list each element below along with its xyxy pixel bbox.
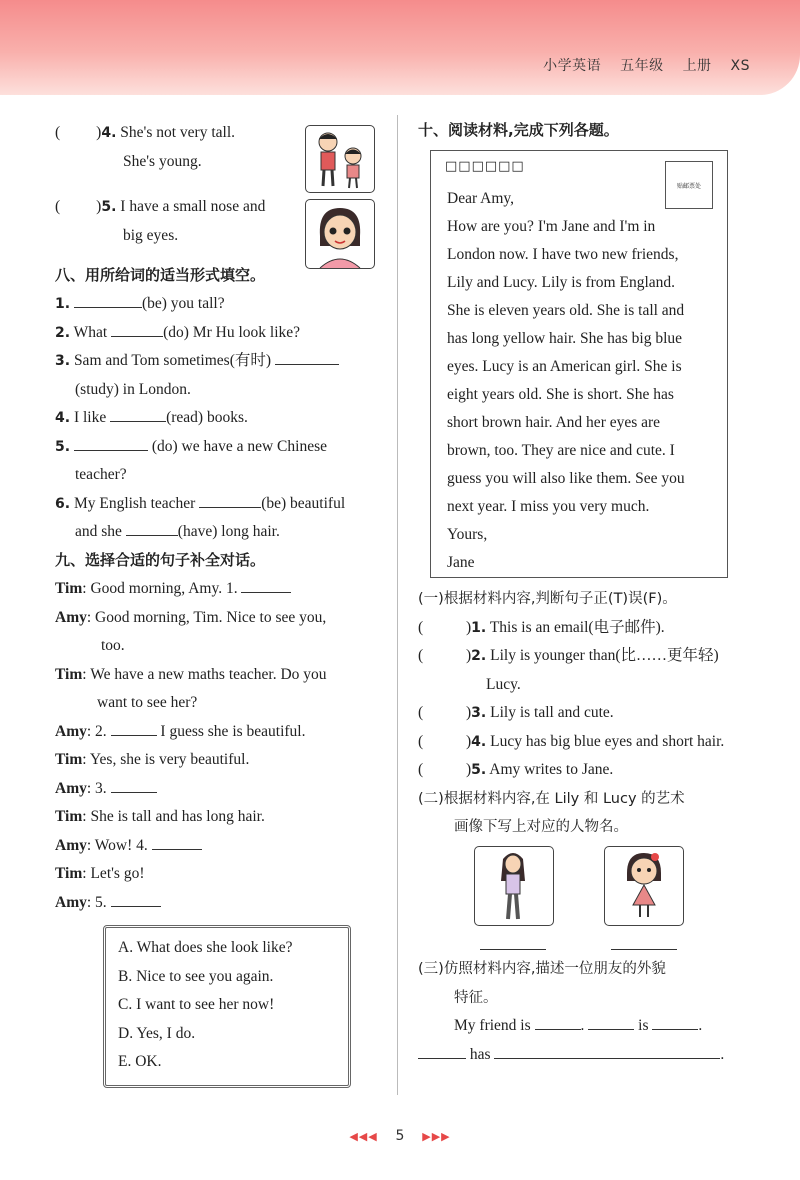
dialog-text: I guess she is beautiful. [160, 722, 306, 740]
writing-line-2: has . [418, 1041, 758, 1070]
fill-item-4 [55, 404, 377, 433]
match-item-5 [55, 193, 265, 250]
tall-girl-illustration [475, 847, 553, 925]
writing-blank[interactable] [494, 1041, 720, 1059]
page-number: 5 [395, 1128, 405, 1144]
template-text: is [638, 1017, 649, 1034]
name-blank-1[interactable] [480, 932, 546, 950]
answer-paren-close: ) [96, 124, 102, 141]
option-a: A. What does she look like? [118, 939, 293, 956]
tf-item-1: ( )1. This is an email(电子邮件). [418, 614, 758, 643]
letter-line: brown, too. They are nice and cute. I [447, 442, 675, 459]
speaker-name: Tim [55, 751, 83, 768]
section-9 [55, 545, 377, 1088]
item-text: Lily is younger than(比……更年轻) [490, 647, 719, 664]
tf-item-2: ( )2. Lily is younger than(比……更年轻) [418, 642, 758, 671]
dialog-text-cont: want to see her? [97, 694, 198, 711]
item-number: 6. [55, 495, 71, 512]
answer-paren-open: ( [55, 124, 61, 141]
letter-line: She is eleven years old. She is tall and [447, 302, 685, 319]
answer-paren[interactable]: ( [418, 618, 424, 636]
match-item-4 [55, 119, 235, 176]
fill-blank[interactable] [126, 518, 178, 536]
stamp-label: 贴邮票处 [676, 182, 701, 190]
fill-blank[interactable] [275, 347, 339, 365]
letter-line: next year. I miss you very much. [447, 498, 650, 515]
letter-line: Dear Amy, [447, 190, 515, 207]
part-3-title: (三)仿照材料内容,描述一位朋友的外貌 [418, 961, 666, 977]
tf-item-4: ( )4. Lucy has big blue eyes and short hair. [418, 728, 758, 757]
fill-item-3 [55, 347, 377, 376]
writing-blank[interactable] [652, 1012, 698, 1030]
item-number: 3. [471, 705, 487, 721]
options-box [103, 925, 351, 1088]
dialog-text: We have a new maths teacher. Do you [90, 665, 327, 683]
dialog-text: Good morning, Tim. Nice to see you, [95, 608, 327, 626]
part-1-title: (一)根据材料内容,判断句子正(T)误(F)。 [418, 591, 677, 607]
fill-blank[interactable] [110, 404, 166, 422]
item-text: in London. [122, 380, 191, 398]
item-text: Mr Hu look like? [192, 323, 301, 341]
item-text: you tall? [170, 295, 225, 312]
girl-picture [305, 199, 375, 269]
column-divider [397, 115, 398, 1095]
page-header-banner [0, 0, 800, 95]
letter-line: Yours, [447, 526, 488, 543]
letter-line: eyes. Lucy is an American girl. She is [447, 358, 682, 375]
item-text: I like [73, 409, 107, 426]
header-subject: 小学英语 [543, 58, 602, 74]
option-d: D. Yes, I do. [118, 1024, 196, 1042]
dialog-line-3-cont [55, 689, 377, 718]
fill-blank[interactable] [111, 319, 163, 337]
fill-item-2 [55, 319, 377, 348]
item-text-cont: She's young. [123, 152, 202, 170]
item-text: and she [75, 523, 122, 540]
speaker-name: Tim [55, 665, 83, 683]
letter-postcard [430, 150, 728, 578]
dialog-line-1: Tim: Good morning, Amy. 1. [55, 575, 377, 604]
tf-item-2-cont: Lucy. [486, 675, 521, 693]
section-9-title: 九、选择合适的句子补全对话。 [55, 551, 266, 569]
dialog-text: Good morning, Amy. 1. [90, 580, 238, 597]
item-number: 5. [471, 762, 487, 778]
dialog-line-2: Amy: Good morning, Tim. Nice to see you, [55, 608, 327, 626]
dialog-line-7: Tim: She is tall and has long hair. [55, 808, 265, 825]
item-number: 3. [55, 353, 71, 369]
item-text: Lucy has big blue eyes and short hair. [490, 732, 725, 750]
item-text: long hair. [221, 523, 280, 540]
item-text-cont: big eyes. [123, 226, 179, 244]
dialog-text: Wow! 4. [94, 836, 148, 854]
next-arrows-icon: ▶▶▶ [422, 1130, 451, 1143]
header-book-info [529, 55, 750, 75]
page-footer [0, 1128, 800, 1144]
dialog-line-3: Tim: We have a new maths teacher. Do you [55, 665, 327, 683]
writing-line-1: My friend is . is . [418, 1012, 758, 1041]
given-word: (do) [163, 323, 189, 341]
item-text: Amy writes to Jane. [489, 761, 614, 778]
dialog-blank[interactable] [241, 575, 291, 593]
letter-line: guess you will also like them. See you [447, 470, 685, 487]
given-word: (have) [177, 523, 218, 540]
answer-paren-open: ( [55, 198, 61, 215]
dialog-line-6: Amy: 3. [55, 775, 377, 804]
writing-blank[interactable] [418, 1041, 466, 1059]
item-text: we have a new Chinese [181, 437, 327, 455]
speaker-name: Tim [55, 580, 83, 597]
speaker-name: Amy [55, 722, 87, 740]
dialog-blank[interactable] [111, 889, 161, 907]
header-volume: 上册 [682, 58, 712, 74]
speaker-name: Amy [55, 836, 87, 854]
given-word: (read) [166, 409, 204, 426]
header-grade: 五年级 [620, 58, 664, 74]
item-number: 5. [55, 438, 71, 455]
given-word: (be) [261, 494, 287, 512]
template-text: My friend is [454, 1017, 531, 1034]
dialog-line-10: Amy: 5. [55, 889, 377, 918]
item-number: 4. [55, 410, 71, 426]
fill-item-5-cont [55, 461, 377, 490]
girl-big-eyes-illustration [306, 200, 374, 268]
prev-arrows-icon: ◀◀◀ [349, 1130, 378, 1143]
item-text: Sam and Tom sometimes(有时) [73, 352, 272, 369]
section-8 [55, 260, 377, 547]
part-1 [418, 585, 758, 842]
dialog-line-4: Amy: 2. I guess she is beautiful. [55, 718, 377, 747]
option-b: B. Nice to see you again. [118, 967, 274, 985]
given-word: (study) [75, 380, 119, 398]
letter-line: has long yellow hair. She has big blue [447, 330, 683, 347]
item-text: This is an email(电子邮件). [489, 618, 665, 636]
letter-line: eight years old. She is short. She has [447, 386, 674, 403]
writing-blank[interactable] [588, 1012, 634, 1030]
dialog-blank[interactable] [111, 775, 157, 793]
dialog-text: 3. [95, 779, 107, 797]
dialog-text-cont: too. [101, 637, 125, 654]
item-number: 2. [471, 648, 487, 664]
name-blank-2[interactable] [611, 932, 677, 950]
dialog-text: Let's go! [90, 865, 145, 882]
tf-item-5: ( )5. Amy writes to Jane. [418, 756, 758, 785]
letter-line: Lily and Lucy. Lily is from England. [447, 274, 676, 291]
dialog-line-9: Tim: Let's go! [55, 865, 145, 882]
dialog-text: Yes, she is very beautiful. [89, 751, 250, 768]
answer-paren[interactable]: ( [418, 704, 424, 721]
speaker-name: Amy [55, 779, 87, 797]
item-text: I have a small nose and [120, 198, 266, 215]
two-children-illustration [306, 126, 374, 192]
letter-line: short brown hair. And her eyes are [447, 414, 661, 431]
speaker-name: Tim [55, 865, 83, 882]
option-c: C. I want to see her now! [118, 996, 275, 1013]
item-text: books. [206, 409, 248, 426]
dialog-line-2-cont [55, 632, 377, 661]
fill-item-6 [55, 490, 377, 519]
two-children-picture [305, 125, 375, 193]
answer-paren[interactable]: ( [418, 732, 424, 750]
dialog-line-5: Tim: Yes, she is very beautiful. [55, 751, 250, 768]
option-e: E. OK. [118, 1053, 162, 1070]
tf-item-3: ( )3. Lily is tall and cute. [418, 699, 758, 728]
header-edition: XS [730, 58, 750, 74]
item-text-cont: teacher? [75, 466, 127, 483]
fill-item-1 [55, 290, 377, 319]
answer-paren-close: ) [96, 198, 102, 215]
fill-item-3-cont [55, 376, 377, 405]
tall-girl-picture [474, 846, 554, 926]
dialog-text: She is tall and has long hair. [90, 808, 265, 825]
short-girl-picture [604, 846, 684, 926]
template-text: has [469, 1045, 491, 1063]
item-number: 1. [55, 296, 71, 312]
fill-blank[interactable] [74, 290, 142, 308]
item-number: 5. [101, 199, 117, 215]
fill-blank[interactable] [74, 433, 148, 451]
dialog-text: 5. [95, 893, 107, 911]
speaker-name: Tim [55, 808, 83, 825]
item-number: 1. [471, 619, 487, 636]
dialog-blank[interactable] [111, 718, 157, 736]
item-number: 4. [101, 125, 117, 141]
part-3 [418, 955, 758, 1069]
letter-body [447, 185, 685, 577]
item-number: 2. [55, 324, 71, 341]
right-column [418, 115, 748, 145]
postcode-boxes: □□□□□□ [445, 159, 525, 174]
letter-line: How are you? I'm Jane and I'm in [447, 218, 656, 235]
fill-item-5 [55, 433, 377, 462]
item-text: My English teacher [73, 494, 196, 512]
letter-line: Jane [447, 554, 475, 571]
item-text: beautiful [290, 494, 346, 512]
item-number: 4. [471, 733, 487, 750]
dialog-blank[interactable] [152, 832, 202, 850]
answer-paren[interactable]: ( [418, 761, 424, 778]
answer-paren[interactable]: ( [418, 647, 424, 664]
item-text: Lily is tall and cute. [490, 704, 614, 721]
fill-item-6-cont [55, 518, 377, 547]
left-column [55, 115, 377, 1070]
part-2-title: (二)根据材料内容,在 Lily 和 Lucy 的艺术 [418, 790, 685, 807]
section-10-title: 十、阅读材料,完成下列各题。 [418, 121, 619, 139]
given-word: (be) [141, 295, 167, 312]
picture-match-items [55, 115, 377, 260]
dialog-line-8: Amy: Wow! 4. [55, 832, 377, 861]
speaker-name: Amy [55, 608, 87, 626]
item-text: What [73, 323, 108, 341]
writing-blank[interactable] [535, 1012, 581, 1030]
fill-blank[interactable] [199, 490, 261, 508]
part-3-title-cont: 特征。 [454, 989, 498, 1006]
letter-line: London now. I have two new friends, [447, 246, 679, 263]
section-8-title: 八、用所给词的适当形式填空。 [55, 266, 266, 284]
short-girl-illustration [605, 847, 683, 925]
given-word: (do) [151, 437, 178, 455]
dialog-text: 2. [95, 722, 107, 740]
part-2-title-cont: 画像下写上对应的人物名。 [454, 819, 628, 835]
item-text: She's not very tall. [120, 124, 236, 141]
speaker-name: Amy [55, 893, 87, 911]
